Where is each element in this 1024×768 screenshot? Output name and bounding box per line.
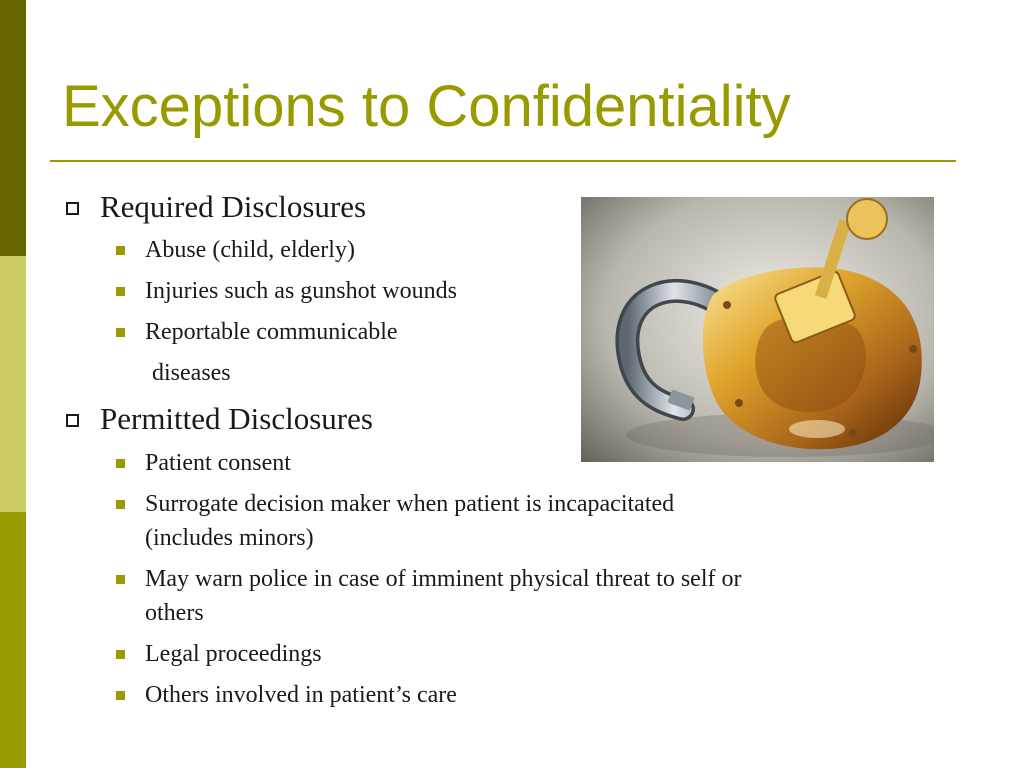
list-item: Injuries such as gunshot wounds	[145, 278, 457, 304]
padlock-icon	[581, 197, 934, 462]
square-bullet-icon	[116, 650, 125, 659]
title-divider	[50, 160, 956, 162]
list-item: Abuse (child, elderly)	[145, 237, 355, 263]
square-bullet-icon	[116, 287, 125, 296]
list-item: Legal proceedings	[145, 641, 322, 667]
square-bullet-icon	[116, 575, 125, 584]
square-bullet-icon	[116, 459, 125, 468]
open-padlock-photo	[581, 197, 934, 462]
square-bullet-icon	[116, 328, 125, 337]
section-heading-required: Required Disclosures	[100, 189, 367, 224]
list-item: May warn police in case of imminent physical threat to self or	[145, 566, 742, 592]
list-item: Reportable communicable	[145, 319, 398, 345]
hollow-square-bullet-icon	[66, 202, 79, 215]
list-item-continuation: others	[145, 600, 204, 626]
section-heading-permitted: Permitted Disclosures	[100, 401, 373, 436]
square-bullet-icon	[116, 246, 125, 255]
hollow-square-bullet-icon	[66, 414, 79, 427]
square-bullet-icon	[116, 500, 125, 509]
list-item: Others involved in patient’s care	[145, 682, 457, 708]
list-item-continuation: diseases	[152, 360, 231, 386]
list-item: Patient consent	[145, 450, 291, 476]
slide-title: Exceptions to Confidentiality	[62, 74, 791, 139]
list-item-continuation: (includes minors)	[145, 525, 314, 551]
side-bar-light	[0, 256, 26, 512]
list-item: Surrogate decision maker when patient is incapacitated	[145, 491, 675, 517]
side-bar-olive	[0, 512, 26, 768]
square-bullet-icon	[116, 691, 125, 700]
side-bar-dark	[0, 0, 26, 256]
